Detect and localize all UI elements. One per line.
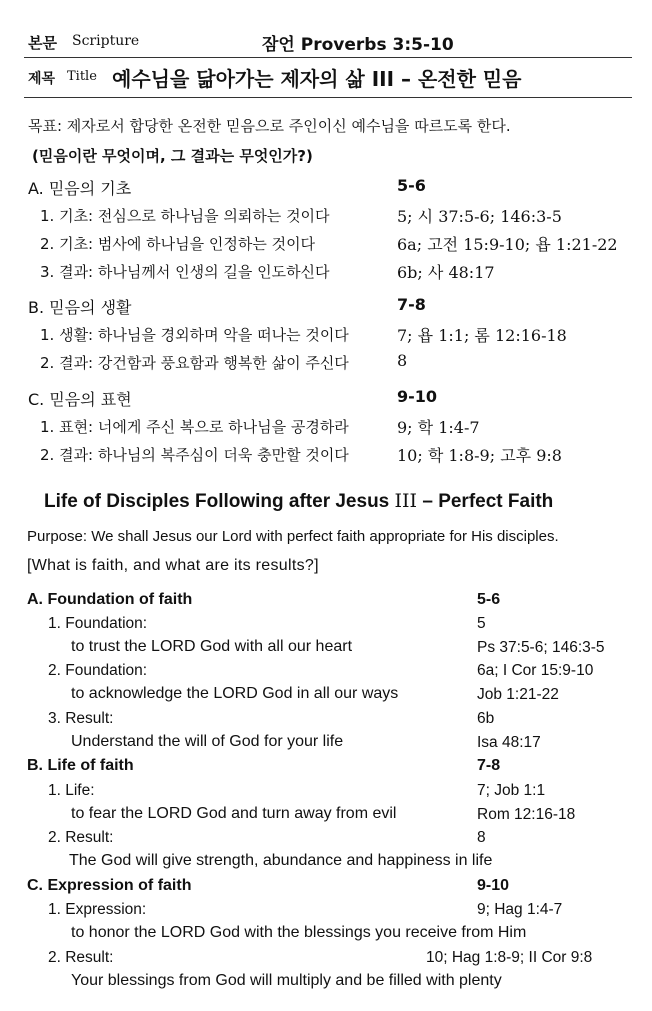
korean-c-item-1: 1. 표현: 너에게 주신 복으로 하나님을 공경하라 bbox=[40, 418, 349, 436]
korean-question: (믿음이란 무엇이며, 그 결과는 무엇인가?) bbox=[32, 147, 313, 165]
scripture-label-ko: 본문 bbox=[28, 34, 57, 52]
english-purpose: Purpose: We shall Jesus our Lord with perfect faith appropriate for His disciples. bbox=[27, 528, 559, 545]
korean-c-item-1-ref: 9; 학 1:4-7 bbox=[397, 418, 480, 437]
english-a-item-1-text-ref: Ps 37:5-6; 146:3-5 bbox=[477, 639, 605, 656]
title-label-ko: 제목 bbox=[28, 71, 56, 87]
korean-a-item-1: 1. 기초: 전심으로 하나님을 의뢰하는 것이다 bbox=[40, 207, 330, 225]
korean-section-a-ref: 5-6 bbox=[397, 176, 426, 195]
english-a-item-2-label-ref: 6a; I Cor 15:9-10 bbox=[477, 662, 594, 679]
english-title-tail: – Perfect Faith bbox=[422, 491, 554, 512]
english-b-item-1-label: 1. Life: bbox=[48, 782, 95, 799]
english-a-item-2-label: 2. Foundation: bbox=[48, 662, 148, 679]
english-section-c-heading: C. Expression of faith bbox=[27, 877, 192, 894]
english-a-item-1-label-ref: 5 bbox=[477, 615, 486, 632]
english-a-item-2-text-ref: Job 1:21-22 bbox=[477, 686, 559, 703]
english-section-a-heading: A. Foundation of faith bbox=[27, 591, 193, 608]
english-title-numeral: III bbox=[394, 490, 418, 512]
english-b-item-1-text: to fear the LORD God and turn away from evil bbox=[71, 805, 397, 822]
english-c-item-1-text: to honor the LORD God with the blessings you receive from Him bbox=[71, 924, 527, 941]
korean-b-item-2-ref: 8 bbox=[397, 351, 408, 370]
title-label-en: Title bbox=[67, 69, 97, 84]
korean-c-item-2-ref: 10; 학 1:8-9; 고후 9:8 bbox=[397, 446, 562, 465]
english-a-item-1-label: 1. Foundation: bbox=[48, 615, 148, 632]
english-c-item-2-label-ref: 10; Hag 1:8-9; II Cor 9:8 bbox=[426, 949, 593, 966]
korean-a-item-3-ref: 6b; 사 48:17 bbox=[397, 263, 495, 282]
english-b-item-2-label: 2. Result: bbox=[48, 829, 114, 846]
korean-c-item-2: 2. 결과: 하나님의 복주심이 더욱 충만할 것이다 bbox=[40, 446, 349, 464]
korean-a-item-3: 3. 결과: 하나님께서 인생의 길을 인도하신다 bbox=[40, 263, 330, 281]
english-b-item-2-label-ref: 8 bbox=[477, 829, 486, 846]
korean-b-item-1-ref: 7; 욥 1:1; 롬 12:16-18 bbox=[397, 326, 567, 345]
korean-section-b-ref: 7-8 bbox=[397, 295, 426, 314]
english-a-item-3-label-ref: 6b bbox=[477, 710, 495, 727]
english-question: [What is faith, and what are its results?] bbox=[27, 557, 319, 574]
english-b-item-1-label-ref: 7; Job 1:1 bbox=[477, 782, 546, 799]
korean-a-item-2: 2. 기초: 범사에 하나님을 인정하는 것이다 bbox=[40, 235, 316, 253]
korean-section-c-heading: C. 믿음의 표현 bbox=[28, 390, 132, 409]
sermon-title: 예수님을 닮아가는 제자의 삶 III – 온전한 믿음 bbox=[112, 67, 522, 91]
english-title-main: Life of Disciples Following after Jesus bbox=[44, 491, 390, 512]
english-section-b-heading: B. Life of faith bbox=[27, 757, 134, 774]
korean-a-item-1-ref: 5; 시 37:5-6; 146:3-5 bbox=[397, 207, 562, 226]
english-c-item-1-label: 1. Expression: bbox=[48, 901, 147, 918]
english-a-item-2-text: to acknowledge the LORD God in all our ways bbox=[71, 685, 399, 702]
scripture-label-en: Scripture bbox=[72, 33, 140, 49]
english-a-item-3-label: 3. Result: bbox=[48, 710, 114, 727]
english-c-item-1-label-ref: 9; Hag 1:4-7 bbox=[477, 901, 563, 918]
english-a-item-3-text-ref: Isa 48:17 bbox=[477, 734, 541, 751]
english-b-item-1-text-ref: Rom 12:16-18 bbox=[477, 806, 576, 823]
korean-a-item-2-ref: 6a; 고전 15:9-10; 욥 1:21-22 bbox=[397, 235, 618, 254]
header-rule-top bbox=[24, 57, 632, 58]
korean-section-c-ref: 9-10 bbox=[397, 387, 438, 406]
korean-purpose: 목표: 제자로서 합당한 온전한 믿음으로 주인이신 예수님을 따르도록 한다. bbox=[28, 117, 511, 135]
english-c-item-2-label: 2. Result: bbox=[48, 949, 114, 966]
korean-b-item-2: 2. 결과: 강건함과 풍요함과 행복한 삶이 주신다 bbox=[40, 354, 349, 372]
passage-reference: 잠언 Proverbs 3:5-10 bbox=[262, 35, 454, 55]
english-b-item-2-text: The God will give strength, abundance and happiness in life bbox=[69, 852, 493, 869]
header-rule-bottom bbox=[24, 97, 632, 98]
english-title bbox=[44, 490, 553, 513]
korean-section-b-heading: B. 믿음의 생활 bbox=[28, 298, 132, 317]
english-section-a-ref: 5-6 bbox=[477, 591, 501, 608]
english-section-c-ref: 9-10 bbox=[477, 877, 510, 894]
english-a-item-1-text: to trust the LORD God with all our heart bbox=[71, 638, 353, 655]
english-section-b-ref: 7-8 bbox=[477, 757, 501, 774]
english-c-item-2-text: Your blessings from God will multiply and be filled with plenty bbox=[71, 972, 502, 989]
korean-b-item-1: 1. 생활: 하나님을 경외하며 악을 떠나는 것이다 bbox=[40, 326, 349, 344]
korean-section-a-heading: A. 믿음의 기초 bbox=[28, 179, 132, 198]
english-a-item-3-text: Understand the will of God for your life bbox=[71, 733, 344, 750]
